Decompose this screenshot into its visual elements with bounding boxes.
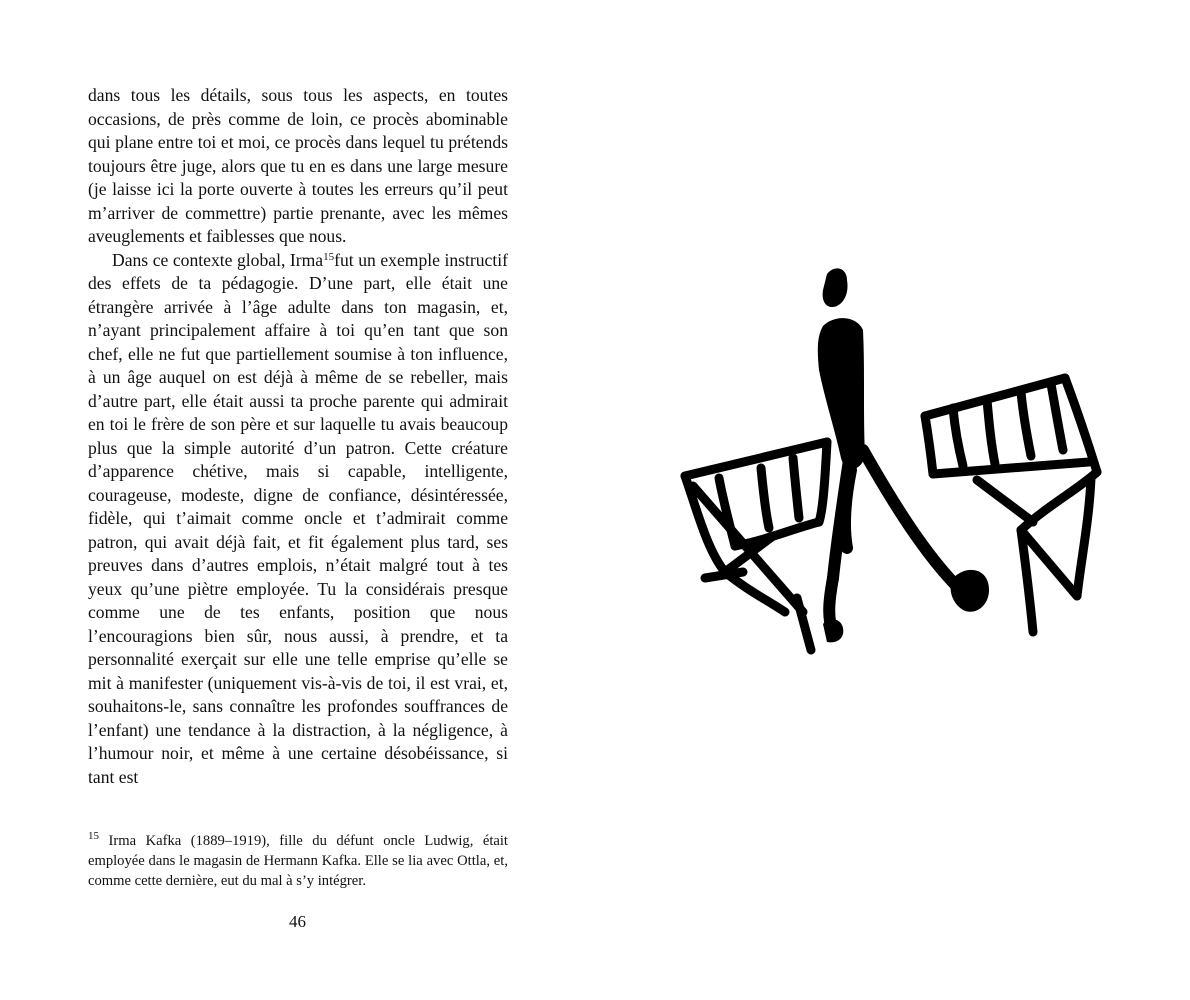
right-chair-drawing	[925, 378, 1097, 632]
right-page	[595, 0, 1190, 1000]
footnote	[88, 831, 508, 891]
ink-drawing-illustration	[677, 260, 1107, 670]
body-text	[88, 84, 508, 789]
paragraph-2-start: Dans ce contexte global, Irma	[112, 249, 324, 270]
paragraph-2	[88, 249, 508, 790]
footnote-reference[interactable]: 15	[323, 250, 335, 263]
footnote-number: 15	[88, 829, 99, 842]
page-number: 46	[289, 912, 306, 931]
paragraph-1: dans tous les détails, sous tous les aspects, en toutes occasions, de près comme de loin, ce procès abominable qui plane entre toi et moi, ce procès dans lequel tu prétends toujours être juge, alors que tu en es dans une large mesure (je laisse ici la porte ouverte à toutes les erreurs qu’il peut m’arriver de commettre) partie prenante, avec les mêmes aveuglements et faiblesses que nous.	[88, 85, 508, 246]
footnote-text: Irma Kafka (1889–1919), fille du défunt oncle Ludwig, était employée dans le magasin de Hermann Kafka. Elle se lia avec Ottla, et, comme cette dernière, eut du mal à s’y intégrer.	[88, 833, 508, 889]
left-chair-drawing	[685, 442, 827, 650]
paragraph-2-rest: fut un exemple instructif des effets de ta pédagogie. D’une part, elle était une étrangère arrivée à l’âge adulte dans ton magasin, et, n’ayant principalement affaire à toi qu’en tant que son chef, elle ne fut que partiellement soumise à ton influence, à un âge auquel on est déjà à même de se rebeller, mais d’autre part, elle était aussi ta proche parente qui admirait en toi le frère de son père et sur laquelle tu avais beaucoup plus que la simple autorité d’un patron. Cette créature d’apparence chétive, mais si capable, intelligente, courageuse, modeste, digne de confiance, désintéressée, fidèle, qui t’aimait comme oncle et t’admirait comme patron, qui avait déjà fait, et fit également plus tard, ses preuves dans d’autres emplois, n’était malgré tout à tes yeux qu’une piètre employée. Tu la considérais presque comme une de tes enfants, position que nous l’encouragions bien sûr, nous aussi, à prendre, et ta personnalité exerçait sur elle une telle emprise qu’elle se mit à manifester (uniquement vis-à-vis de toi, il est vrai, et, souhaitons-le, sans connaître les profondes souffrances de l’enfant) une tendance à la distraction, à la négligence, à l’humour noir, et même à une certaine désobéissance, si tant est	[88, 249, 508, 787]
